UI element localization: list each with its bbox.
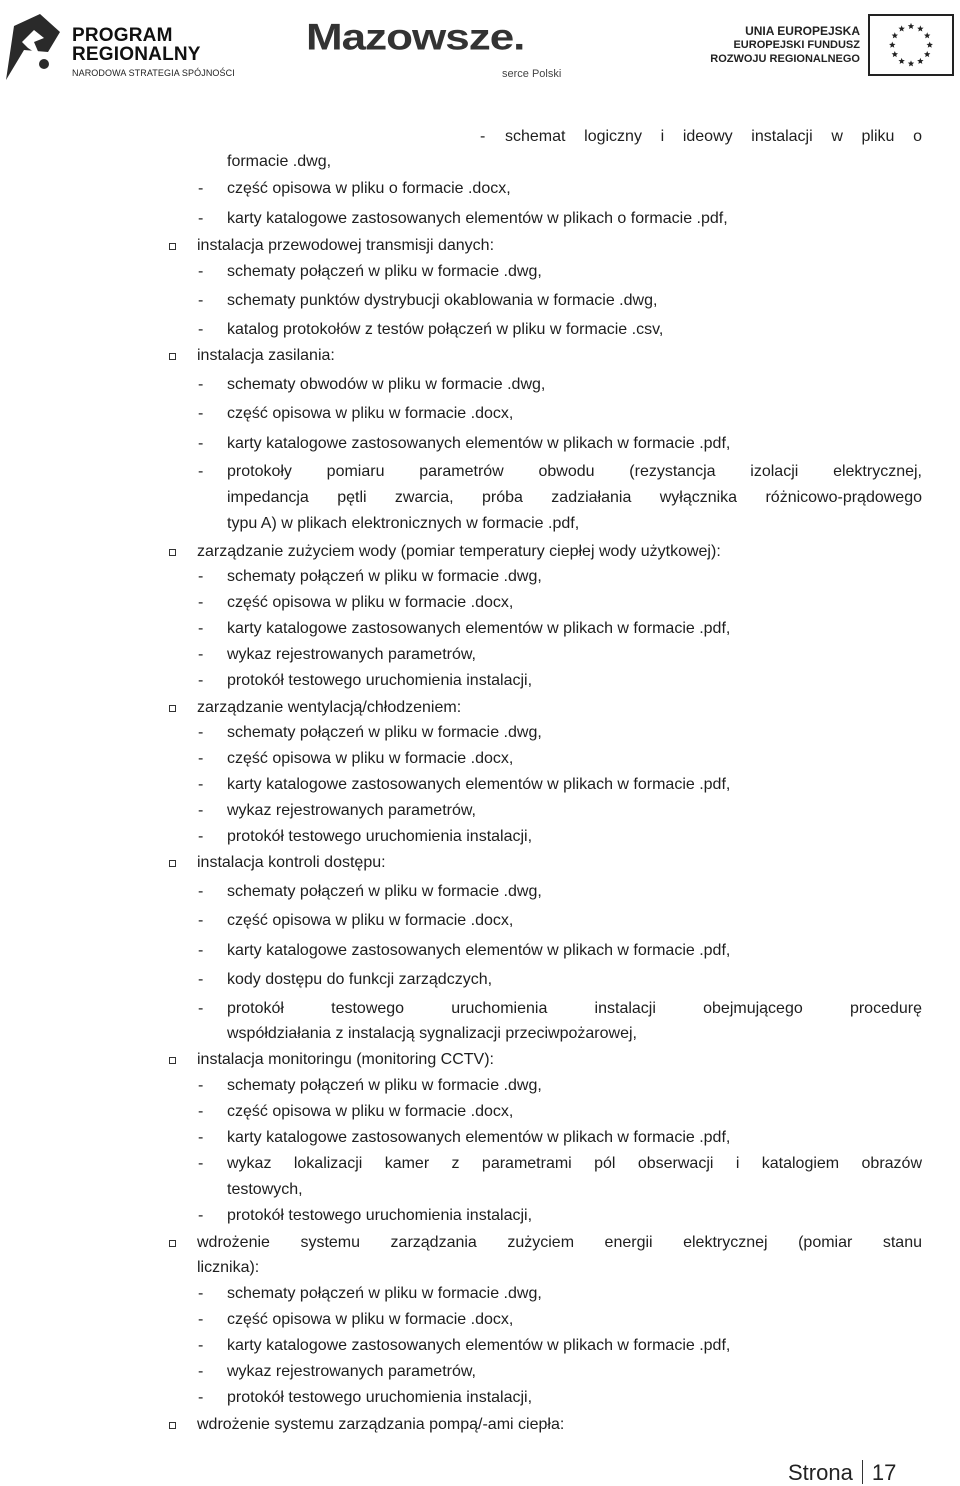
list-item: impedancja pętli zwarcia, próba zadziałania wyłącznika różnicowo-prądowego <box>227 489 922 506</box>
list-heading: zarządzanie wentylacją/chłodzeniem: <box>197 699 462 716</box>
eu-star-icon <box>924 51 930 57</box>
list-item: schematy połączeń w pliku w formacie .dwg, <box>227 1285 542 1302</box>
list-item: część opisowa w pliku o formacie .docx, <box>227 180 511 197</box>
program-logo-line2: REGIONALNY <box>72 44 201 65</box>
dash-bullet: - <box>198 912 204 929</box>
square-bullet-icon <box>169 1240 176 1247</box>
list-item: wykaz rejestrowanych parametrów, <box>227 646 476 663</box>
eu-star-icon <box>908 23 914 29</box>
dash-bullet: - <box>198 435 204 452</box>
program-logo-line3: NARODOWA STRATEGIA SPÓJNOŚCI <box>72 68 235 78</box>
eu-star-icon <box>924 32 930 38</box>
eu-star-icon <box>892 32 898 38</box>
dash-bullet: - <box>198 620 204 637</box>
list-item: protokoły pomiaru parametrów obwodu (rezystancja izolacji elektrycznej, <box>227 463 922 480</box>
list-item: wykaz lokalizacji kamer z parametrami pól obserwacji i katalogiem obrazów <box>227 1155 922 1172</box>
page-header <box>0 0 960 92</box>
square-bullet-icon <box>169 1422 176 1429</box>
eu-star-icon <box>892 51 898 57</box>
list-item: karty katalogowe zastosowanych elementów w plikach w formacie .pdf, <box>227 620 731 637</box>
eu-logo-line2: EUROPEJSKI FUNDUSZ <box>733 39 860 51</box>
list-item: schematy połączeń w pliku w formacie .dwg, <box>227 263 542 280</box>
list-item: licznika): <box>197 1259 260 1276</box>
dash-bullet: - <box>198 883 204 900</box>
eu-star-icon <box>917 25 923 31</box>
dash-bullet: - <box>198 292 204 309</box>
dash-bullet: - <box>198 971 204 988</box>
square-bullet-icon <box>169 1057 176 1064</box>
dash-bullet: - <box>198 1000 204 1017</box>
square-bullet-icon <box>169 353 176 360</box>
dash-bullet: - <box>198 802 204 819</box>
list-item: katalog protokołów z testów połączeń w pliku w formacie .csv, <box>227 321 664 338</box>
list-item: wykaz rejestrowanych parametrów, <box>227 1363 476 1380</box>
list-item: testowych, <box>227 1181 303 1198</box>
list-item: karty katalogowe zastosowanych elementów w plikach o formacie .pdf, <box>227 210 728 227</box>
list-item: kody dostępu do funkcji zarządczych, <box>227 971 493 988</box>
list-item: schematy połączeń w pliku w formacie .dwg, <box>227 724 542 741</box>
list-item: schematy połączeń w pliku w formacie .dwg, <box>227 1077 542 1094</box>
dash-bullet: - <box>198 646 204 663</box>
dash-bullet: - <box>198 1285 204 1302</box>
dash-bullet: - <box>198 210 204 227</box>
list-item: wykaz rejestrowanych parametrów, <box>227 802 476 819</box>
list-item: część opisowa w pliku w formacie .docx, <box>227 405 514 422</box>
list-heading: instalacja kontroli dostępu: <box>197 854 386 871</box>
list-item: protokół testowego uruchomienia instalacji, <box>227 1389 533 1406</box>
list-item: karty katalogowe zastosowanych elementów w plikach w formacie .pdf, <box>227 1337 731 1354</box>
list-item: schematy połączeń w pliku w formacie .dwg, <box>227 568 542 585</box>
dash-bullet: - <box>198 776 204 793</box>
eu-star-icon <box>898 58 904 64</box>
dash-bullet: - <box>198 1129 204 1146</box>
square-bullet-icon <box>169 243 176 250</box>
dash-bullet: - <box>198 1155 204 1172</box>
page-separator <box>862 1460 863 1484</box>
dash-bullet: - <box>198 1389 204 1406</box>
list-heading: instalacja monitoringu (monitoring CCTV): <box>197 1051 494 1068</box>
eu-logo-line1: UNIA EUROPEJSKA <box>745 24 860 38</box>
program-logo-line1: PROGRAM <box>72 25 173 46</box>
program-regionalny-mark <box>4 12 62 82</box>
dash-bullet: - <box>198 942 204 959</box>
dash-bullet: - <box>198 1103 204 1120</box>
page-label: Strona <box>788 1460 853 1485</box>
list-item: typu A) w plikach elektronicznych w formacie .pdf, <box>227 515 580 532</box>
dash-bullet: - <box>198 568 204 585</box>
program-regionalny-logo <box>4 10 254 84</box>
dash-bullet: - <box>198 263 204 280</box>
list-heading: wdrożenie systemu zarządzania zużyciem energii elektrycznej (pomiar stanu <box>197 1234 922 1251</box>
dash-bullet: - <box>480 128 486 145</box>
dash-bullet: - <box>198 594 204 611</box>
list-item: część opisowa w pliku w formacie .docx, <box>227 1311 514 1328</box>
dash-bullet: - <box>198 828 204 845</box>
list-item: część opisowa w pliku w formacie .docx, <box>227 1103 514 1120</box>
dash-bullet: - <box>198 376 204 393</box>
list-item: część opisowa w pliku w formacie .docx, <box>227 750 514 767</box>
square-bullet-icon <box>169 860 176 867</box>
dash-bullet: - <box>198 1337 204 1354</box>
list-item: schematy punktów dystrybucji okablowania w formacie .dwg, <box>227 292 658 309</box>
list-item: formacie .dwg, <box>227 153 332 170</box>
list-item: część opisowa w pliku w formacie .docx, <box>227 594 514 611</box>
dash-bullet: - <box>198 750 204 767</box>
square-bullet-icon <box>169 705 176 712</box>
list-item: schematy połączeń w pliku w formacie .dwg, <box>227 883 542 900</box>
square-bullet-icon <box>169 549 176 556</box>
list-item: karty katalogowe zastosowanych elementów w plikach w formacie .pdf, <box>227 776 731 793</box>
list-item: protokół testowego uruchomienia instalacji obejmującego procedurę <box>227 1000 922 1017</box>
dash-bullet: - <box>198 672 204 689</box>
list-item: część opisowa w pliku w formacie .docx, <box>227 912 514 929</box>
list-item: protokół testowego uruchomienia instalacji, <box>227 828 533 845</box>
list-item: karty katalogowe zastosowanych elementów w plikach w formacie .pdf, <box>227 435 731 452</box>
dash-bullet: - <box>198 1077 204 1094</box>
list-item: protokół testowego uruchomienia instalacji, <box>227 1207 533 1224</box>
dash-bullet: - <box>198 463 204 480</box>
dash-bullet: - <box>198 724 204 741</box>
eu-logo <box>690 14 958 80</box>
list-heading: zarządzanie zużyciem wody (pomiar temperatury ciepłej wody użytkowej): <box>197 543 721 560</box>
list-item: schemat logiczny i ideowy instalacji w pliku o <box>505 128 922 145</box>
list-item: protokół testowego uruchomienia instalacji, <box>227 672 533 689</box>
mazowsze-wordmark: Mazowsze. <box>306 16 525 58</box>
list-heading: wdrożenie systemu zarządzania pompą/-ami ciepła: <box>197 1416 565 1433</box>
page-footer <box>788 1460 896 1486</box>
list-item: współdziałania z instalacją sygnalizacji przeciwpożarowej, <box>227 1025 637 1042</box>
list-heading: instalacja przewodowej transmisji danych: <box>197 237 495 254</box>
list-heading: instalacja zasilania: <box>197 347 335 364</box>
eu-star-icon <box>917 58 923 64</box>
dash-bullet: - <box>198 180 204 197</box>
mazowsze-logo <box>306 18 606 88</box>
eu-logo-line3: ROZWOJU REGIONALNEGO <box>710 53 860 65</box>
dash-bullet: - <box>198 405 204 422</box>
dash-bullet: - <box>198 321 204 338</box>
dash-bullet: - <box>198 1207 204 1224</box>
list-item: karty katalogowe zastosowanych elementów w plikach w formacie .pdf, <box>227 942 731 959</box>
eu-star-icon <box>889 42 895 48</box>
eu-star-icon <box>908 60 914 66</box>
dash-bullet: - <box>198 1311 204 1328</box>
dash-bullet: - <box>198 1363 204 1380</box>
list-item: schematy obwodów w pliku w formacie .dwg, <box>227 376 546 393</box>
eu-star-icon <box>898 25 904 31</box>
list-item: karty katalogowe zastosowanych elementów w plikach w formacie .pdf, <box>227 1129 731 1146</box>
mazowsze-tagline: serce Polski <box>502 68 562 80</box>
eu-star-icon <box>927 42 933 48</box>
page-number: 17 <box>871 1460 897 1485</box>
eu-flag-icon <box>868 14 954 76</box>
